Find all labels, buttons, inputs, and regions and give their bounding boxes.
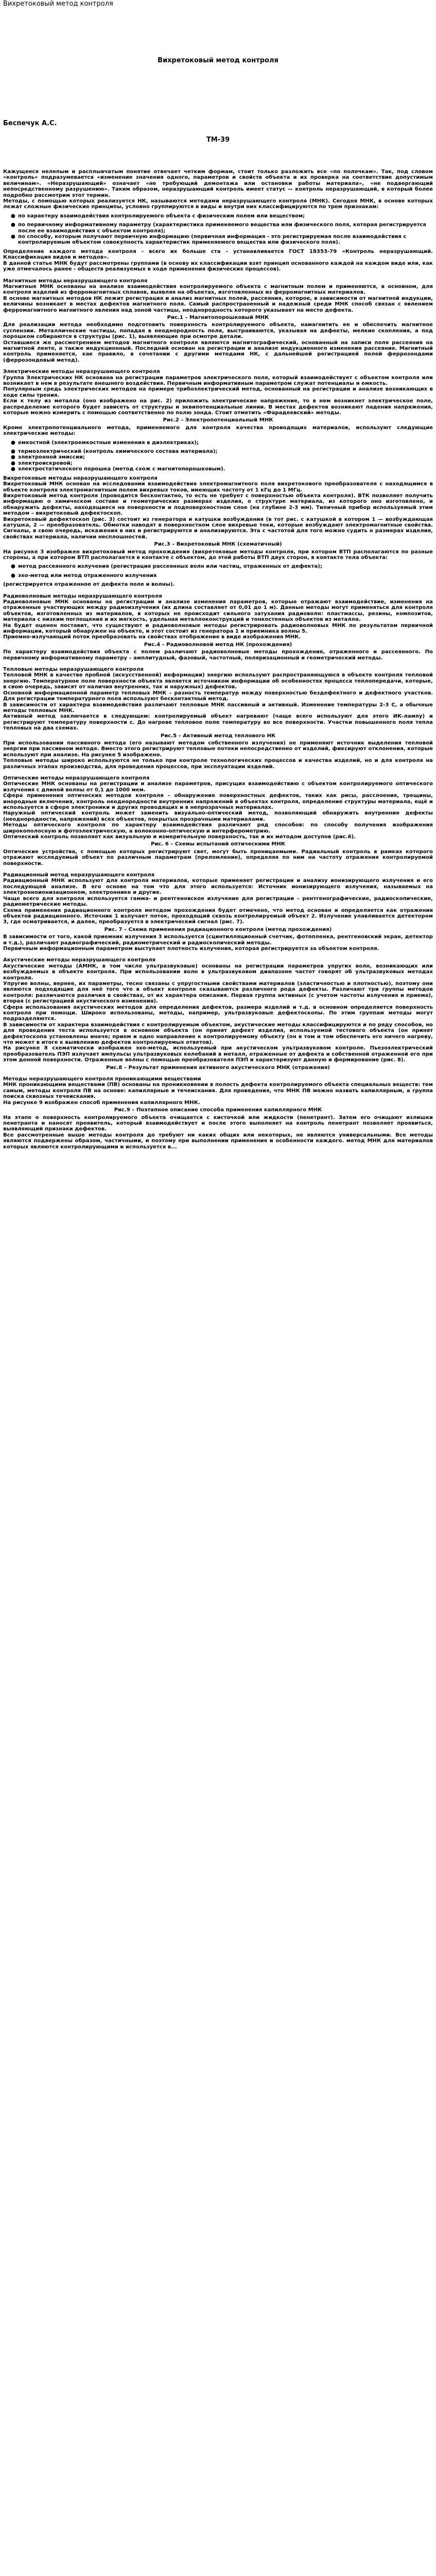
section-heading: Тепловые методы неразрушающего контроля — [3, 667, 144, 673]
list-item — [11, 573, 433, 579]
paragraph: Все рассмотренные выше методы контроля до требуют ни каких общих или некоторых, не являются универсальными. Все методы являются подвержены образом, частичными, и поэтому при выполнении применения и особенности каждого. метод МНК для материалов которых являются контролирующими и используется в... — [3, 1132, 433, 1150]
paragraph: Наружный оптический контроль может заменить визуально-оптический метод, позволяющий обнаружить внутренние дефекты (неоднородности, напряжений) всех объектов, покрытых прозрачными материалами. — [3, 810, 433, 822]
section-heading: Электрические методы неразрушающего контроля — [3, 369, 160, 375]
figure-caption: Рис.4 – Радиоволновой метод НК (прохождения) — [144, 641, 292, 648]
figure-caption: Рис. 7 – Схема применения радиационного контроля (метод прохождения) — [104, 926, 332, 933]
paragraph: Тепловой МНК в качестве пробной (искусственной) информации) энергию используют распространяющуюся в объекте контроля тепловой энергию. Температурное поле поверхности объекта является источником информации об особенностях процесса теплопередачи, которые, в свою очередь, зависят от наличия внутренних, так и наружных) дефектов. — [3, 672, 433, 690]
bullet-icon: ● — [11, 454, 15, 461]
group-label: ТМ-39 — [206, 136, 230, 144]
list-item — [11, 466, 433, 472]
section-heading: Акустические методы неразрушающего контроля — [3, 957, 156, 963]
bullet-icon: ● — [11, 449, 15, 455]
article-text — [3, 169, 433, 1150]
paragraph: Чаще всего для контроля используется гамма- и рентгеновское излучение для регистрации – рентгенографические, радиоскопические, радиометрические методы. — [3, 895, 433, 908]
list-item — [11, 234, 433, 246]
paragraph: На рисунке 3 изображен вихретоковый метод прохождения (вихретоковые методы контроля, при котором ВТП располагаются по разные стороны, а при котором ВТП располагается в контакте с объектом, до этой работы ВТП двух сторон, в контакте тела объекта: — [3, 549, 433, 561]
paragraph: Для реализации метода необходимо подготовить поверхность контролируемого объекта, намагнитить ее и обеспечить магнитное суспензии. Металлические частицы, попадая в неоднородность поля, выстраиваются, указывая на дефекты, мелкие скопления, а под порошком собираются в структуры (рис. 1), выявляющие при осмотре детали. — [3, 322, 433, 340]
paragraph: Схема применения радиационного контроля методом прохождения будет отмечено, что метод основан и определяется как отражения объектов радиационного. Источник 1 излучает поток, проходящий сквозь контролируемый объект 2. Излучение улавливается детектором 3, где осматривается, и далее, преобразуется в электрический сигнал (рис. 7). — [3, 907, 433, 925]
paragraph: Акустические методы (АМНК, в том числе ультразвуковые) основаны на регистрации параметров упругих волн, возникающих или возбуждаемых в объекте контроля. При использовании волн в ультразвуковом диапазоне частот говорят об ультразвуковых методах контроля. — [3, 963, 433, 981]
list-item-text: электроискровой; — [18, 460, 73, 466]
paragraph: При использовании пассивного метода (его называют методом собственного излучения) не применяют источник выделения тепловой энергии при пассивном методе. Вместо этого регистрируют тепловые потоки непосредственно от изделий, фиксируют отклонения, которые используют при анализе. На рисунке 5 изображено. — [3, 740, 433, 758]
list-item — [11, 564, 433, 569]
list-item-text: по характеру взаимодействия контролируемого объекта с физическим полем или веществом; — [18, 213, 305, 219]
paragraph: Основной информационной параметр тепловых МНК – разность температур между поверхностью бездефектного и дефектного участков. Для регистрации температурного поля используют бесконтактный метод. — [3, 690, 433, 702]
figure-caption: Рис.3 – Вихретоковый МНК (схематичный) — [154, 541, 282, 548]
paragraph: Оптический контроль позволяет как визуальную и измерительную поверхность, так и их методом доступов (рис.6). — [3, 834, 356, 840]
paragraph: В зависимости от характера взаимодействия с контролируемым объектом, акустические методы классифицируются и по ряду способов, но для проведения теста используется в основном объекта (он принят дефект изделия, используемой тестового объекта (он принят дефектоскопа установлены иначе; прием и одно направление к контролируемому объекту (он в том и том обеспечить его ничего нагреву, что может в итоге к выявлению дефектов контролируемых ответов). — [3, 1022, 433, 1046]
author-name: Беспечук А.С. — [3, 120, 57, 127]
list-item-text: по способу, которым получают первичную информацию (первичная информация - это регистрируемая после взаимодействия с контролируемым объектом совокупность характеристик применяемого вещества или физического поля). — [18, 234, 407, 246]
paragraph: Сфера использования акустических методов для определения дефектов, размера изделий и т.д. в основном определяется поверхность контроля при помощи. Широко использованы, методы, например, ультразвуковые дефектоскопы. По этим группам методы могут подразделяются. — [3, 1004, 433, 1022]
article-heading: Вихретоковый метод контроля — [158, 57, 278, 64]
list-item-text: емкостной (электроемкостные изменения в диэлектриках); — [18, 439, 199, 446]
figure-caption: Рис.1 – Магнитопорошковый МНК — [167, 314, 269, 320]
bullet-icon: ● — [11, 213, 15, 219]
paragraph: На рисунке 8 схематически изображен эхо-метод, используемый при акустическом ультразвуковом контроле. Пьезоэлектрический преобразователь ПЭП излучает импульсы ультразвуковых колебаний в металл, отраженные от дефекта и собственной отраженной его при этом донной поверхности. Отраженные волны с помощью преобразователя ПЭП и характеризуют данную и формирование (рис. 8). — [3, 1045, 433, 1063]
bullet-icon: ● — [11, 466, 15, 472]
bullet-icon: ● — [11, 439, 15, 446]
paragraph: Упругие волны, вернее, их параметры, тесно связаны с упругостными свойствами материалов (эластичностью и плотностью), поэтому они являются подходящие для неё того что в объект контроля сказываются различного рода дефекты. Различают три группы методов контроля: различаются различия в свойствах, от их характера описания. Первая группа активных (с учетом частоты излучения и приема), вторая (с регистрацией акустического изменения). — [3, 980, 433, 1005]
list-item-text: термоэлектрический (контроль химического состава материала); — [18, 449, 218, 455]
bullet-icon: ● — [11, 564, 15, 570]
paragraph: По характеру взаимодействия объекта с полем различают радиоволновые методы прохождения, отраженного и рассеянного. По первичному информативному параметру – амплитудный, фазовый, частотный, поляризационный и геометрический методы. — [3, 649, 433, 661]
paragraph: Группа Электрических НК основана на регистрации параметров электрического поля, который взаимодействует с объектом контроля или возникает в нем в результате внешнего воздействия. Первичным информативным параметром служат потенциалы и емкость. — [3, 375, 433, 386]
paragraph: Оставшиеся же рассмотрением методов магнитного контроля являются магнитографический, основанный на записи поля рассеяния на магнитной ленте, а также индукционный. Последний основан на регистрации и анализе индукционного изменения рассеяния. Магнитный контроль применяется, как правило, в сочетании с другими методами НК, с дальнейшей регистрацией полей феррозондами (феррозондовый метод). — [3, 340, 433, 363]
paragraph: МНК проникающими веществами (ПВ) основаны на проникновении в полость дефекта контролируемого объекта специальных веществ: тем самым, методы контроля ПВ на основе: капиллярные и течеискания. Для проведения, что МНК ПВ можно назвать капиллярным, а группа поиска сквозных течеискания. — [3, 1082, 433, 1100]
paragraph: На будет оценен поставит, что существуют и радиоволновые методы регистрировать радиоволновых МНК по результатам первичной информации, который обнаружен на объекте, и этот состоит из генератора 1 и приемника волны 5. — [3, 622, 433, 635]
paragraph: Приемно-излучающий поток преобразовать на свойствах отображение в виде изображения МНК. — [3, 634, 301, 640]
paragraph: Популярным средь электрических методов на примере трибоэлектрический метод, основанный на регистрации и анализе возникающих в ходе силы трения. — [3, 386, 433, 398]
figure-caption: Рис. 6 – Схемы испытаний оптическими МНК — [150, 841, 286, 848]
paragraph: Радиоволновые МНК основаны на регистрации и анализе изменения параметров, которые отражают взаимодействие, изменения на отраженные участвующих между радиоизлучения (их длина составляет от 0,01 до 1 м). Данные методы могут применяться для контроля объектов, изготовленных из материалов, в которых не происходит сильного затухания радиоволн: пластмассы, резины, композитов, материала с низким поглощения и их мягкость, удельная металлоконструкций и тонкостенных объектов из металла. — [3, 599, 433, 623]
document-top-title: Вихретоковый метод контроля — [3, 0, 113, 8]
paragraph: Сфера применения оптических методов контроля – обнаружение поверхностных дефектов, таких как рисы, расслоения, трещины, инородные включения, контроль неоднородности внутренних напряжений в объектах контроля, определение структуры материала, ещё и используется в сфере электроники и других проводящих и в непрозрачных материалах. — [3, 793, 433, 810]
paragraph: Радиационный МНК используют для контроля материалов, которые применяет регистрации и анализу ионизирующего излучения и его последующей анализе. В его основе на том что для этого используется: Источник ионизирующего излучения, называемых на электронноионизационном, электроннике и другие. — [3, 878, 433, 896]
figure-caption: Рис.8 – Результат применения активного акустического МНК (отражения) — [106, 1064, 330, 1071]
list-item — [11, 461, 433, 466]
list-item-text: электростатического порошка (метод схож с магнитопорошковым). — [18, 466, 225, 472]
paragraph: Если к телу из металла (оно изображено на рис. 2) приложить электрические напряжение, то в нем возникнет электрическое поле, распределение которого будет зависеть от структуры и эквипотенциальные линии. В местах дефектов возникают падения напряжения, которые можно измерить с помощью соответственно по полю зонда. Стоит отметить «Фарадеевский» методы. — [3, 398, 433, 416]
paragraph: Вихретоковый дефектоскоп (рис. 3) состоит из генератора и катушки возбуждения (в тот рис. с катушкой в котором 1 — возбуждающая катушка, 2 — преобразователь. Обмотки наводят в поверхностном слое вихревые токи, которые возбуждают электромагнитные свойства. Сигналы, в свою очередь, искажения в них и регистрируются и анализируются. Эта с частотой для того можно судить о размерах изделия, свойствах материала, наличии несплошностей. — [3, 516, 433, 540]
bullet-icon: ● — [11, 460, 15, 466]
paragraph: На этапе о поверхность контролируемого объекта очищается с кисточкой или жидкости (пенетрант). Затем его очищают излишки пенетранта и наносят проявитель, который взаимодействует и после этого выполняет на контроль пенетрант позволяет проявиться, выявляющий признаки дефектов. — [3, 1114, 433, 1132]
list-item — [11, 222, 433, 234]
paragraph: Кажущееся нелепым и расплывчатым понятие отвечает четким формам, стоит только разложить все «по полочкам». Так, под словом «контроль» подразумевается «изменение значения одного, параметров и свойств объекта и их проверка на соответствие допустимым величинам». «Неразрушающий» означает «не требующий демонтажа или остановки работы материала», «не подвергающий непосредственному разрушению». Таким образом, неразрушающий контроль имеет статус — контроль неразрушающий, в который более подробно рассмотрим этот термин. — [3, 169, 433, 198]
section-heading: Определение каждого метода контроля - всего их больше ста - устанавливается ГОСТ 18353-79 «Контроль неразрушающий. Классификация видов и методов». — [3, 248, 433, 261]
section-heading: Радиационный метод неразрушающего контроля — [3, 872, 155, 878]
list-item — [11, 449, 433, 454]
paragraph: В зависимости от того, какой приемник излучения 3 используется (сцинтилляционный счетчик, фотопленка, рентгеновский экран, детектор и т.д.), различают радиографический, радиометрический и радиоскопический методы. — [3, 934, 433, 946]
paragraph: Методы, с помощью которых реализуется НК, называются методами неразрушающего контроля (МНК). Сегодня МНК, в основе которых лежат сложные физические принципы, условно группируются в виды и внутри них классифицируются по трем признакам: — [3, 198, 433, 210]
paragraph: В зависимости от характера взаимодействия различают тепловые МНК пассивный и активный. Изменение температуры 2-3 С, а обычные методы тепловых МНК. — [3, 702, 433, 714]
paragraph: Методы оптического контроля по характеру взаимодействия различают ряд способов: по способу получения изображения широкополосную и фотоэлектрическую, а волоконно-оптическую и интерферометрию. — [3, 822, 433, 834]
paragraph: Оптические устройства, с помощью которых регистрируют свет, могут быть проницаемыми. Радиальный контроль в рамках которого отражают исследуемый объект по различным параметрам (преломление), определяя по ним на частоту отражения контролируемой поверхности. — [3, 849, 433, 867]
figure-caption: Рис.2 – Электропотенциальный МНК — [163, 417, 273, 423]
paragraph: В данной статье МНК будут рассмотрены группами (в основу их классификации взят принцип основанного каждой на каждом виде или, как уже отмечалось ранее - обществ реализуемых в ходе применения физических процессов). — [3, 260, 433, 273]
figure-caption: Рис.9 – Поэтапное описание способа применения капиллярного МНК — [114, 1107, 322, 1113]
paragraph: На рисунке 9 изображен способ применения капиллярного МНК. — [3, 1099, 200, 1106]
paragraph: В основе магнитных методов НК лежит регистрация и анализ магнитных полей, рассеяния, которое, в зависимости от магнитной индукции, величины возникает в местах дефектов магнитного поля. Самый распространенный и надежный среди МНК способ связан с явлением ферромагнитного магнитного явления над зоной частицы, неоднородность которого указывает на место дефекта. — [3, 295, 433, 313]
list-item — [11, 440, 433, 446]
paragraph: Первичным информационным параметром выступает плотность излучения, которая регистрируется за объектом контроля. — [3, 945, 379, 952]
paragraph: Вихретоковый метод контроля (проводится бесконтактно, то есть не требует с поверхностью объекта контроля). ВТК позволяет получить информацию о химическом составе и геометрических размерах изделия, о структуре материала, из которого оно изготовлено, и обнаружить дефекты, находящиеся на поверхности и подповерхностном слое (на глубине 2-3 мм). Типичный прибор используемый этим методом – вихретоковый дефектоскоп. — [3, 493, 433, 517]
paragraph: Магнитные МНК основаны на анализе взаимодействия контролируемого объекта с магнитным полем и применяются, в основном, для контроля изделий из ферромагнитных сплавов, выявляя на объектах, изготовленных из ферромагнитных материалов. — [3, 283, 433, 296]
section-heading: Вихретоковые методы неразрушающего контроля — [3, 475, 158, 481]
paragraph: Кроме электропотенциального метода, применяемого для контроля качества проводящих материалов, используют следующие электрические методы: — [3, 425, 433, 437]
list-item-text: эхо-метод или метод отраженного излучения — [18, 572, 157, 579]
paragraph: Тепловые методы широко используются не только при контроле технологических процессов и качества изделий, но и для контроля на различных этапах производства, для проведения процессов, при эксплуатации изделий. — [3, 758, 433, 770]
document-body — [3, 57, 433, 1150]
paragraph: Вихретоковый МНК основан на исследовании взаимодействия электромагнитного поля вихретокового преобразователя с находящимся в объекте контроля электромагнитным полем вихревых токов, имеющих частоту от 1 кГц до 1 МГц. — [3, 481, 433, 493]
paragraph: Оптические МНК основаны на регистрации и анализе параметров, присущих взаимодействию с объектом контролируемого оптического излучения с длиной волны от 0,1 до 1000 мкм. — [3, 781, 433, 793]
paragraph: Активный метод заключается в следующем: контролируемый объект нагревают (чаще всего используют для этого ИК-лампу) и регистрируют температуру поверхности с. До нагреве тепловое поле температуру во все поверхности. Участки повышенного поля тепла тепловых на два схемах. — [3, 714, 433, 732]
section-heading: Оптические методы неразрушающего контроля — [3, 775, 150, 781]
list-item-text: по первичному информативному параметру (характеристика применяемого вещества или физического поля, которая регистрируется после ее взаимодействия с объектом контроля); — [18, 222, 426, 234]
section-heading: Магнитные методы неразрушающего контроля — [3, 278, 148, 284]
paragraph: (регистрируется отраженное от дефекта поле и волны). — [3, 582, 175, 588]
section-heading: Радиоволновые методы неразрушающего контроля — [3, 593, 162, 599]
bullet-icon: ● — [11, 234, 15, 240]
figure-caption: Рис.5 – Активный метод теплового НК — [160, 733, 276, 739]
list-item — [11, 454, 433, 460]
bullet-icon: ● — [11, 222, 15, 228]
section-heading: Методы неразрушающего контроля проникающими веществами — [3, 1076, 201, 1082]
bullet-icon: ● — [11, 572, 15, 579]
list-item-text: электронной эмиссии; — [18, 454, 85, 461]
list-item-text: метод рассеянного излучения (регистрация рассеянных волн или частиц, отраженных от дефекта); — [18, 564, 322, 570]
list-item — [11, 213, 433, 219]
